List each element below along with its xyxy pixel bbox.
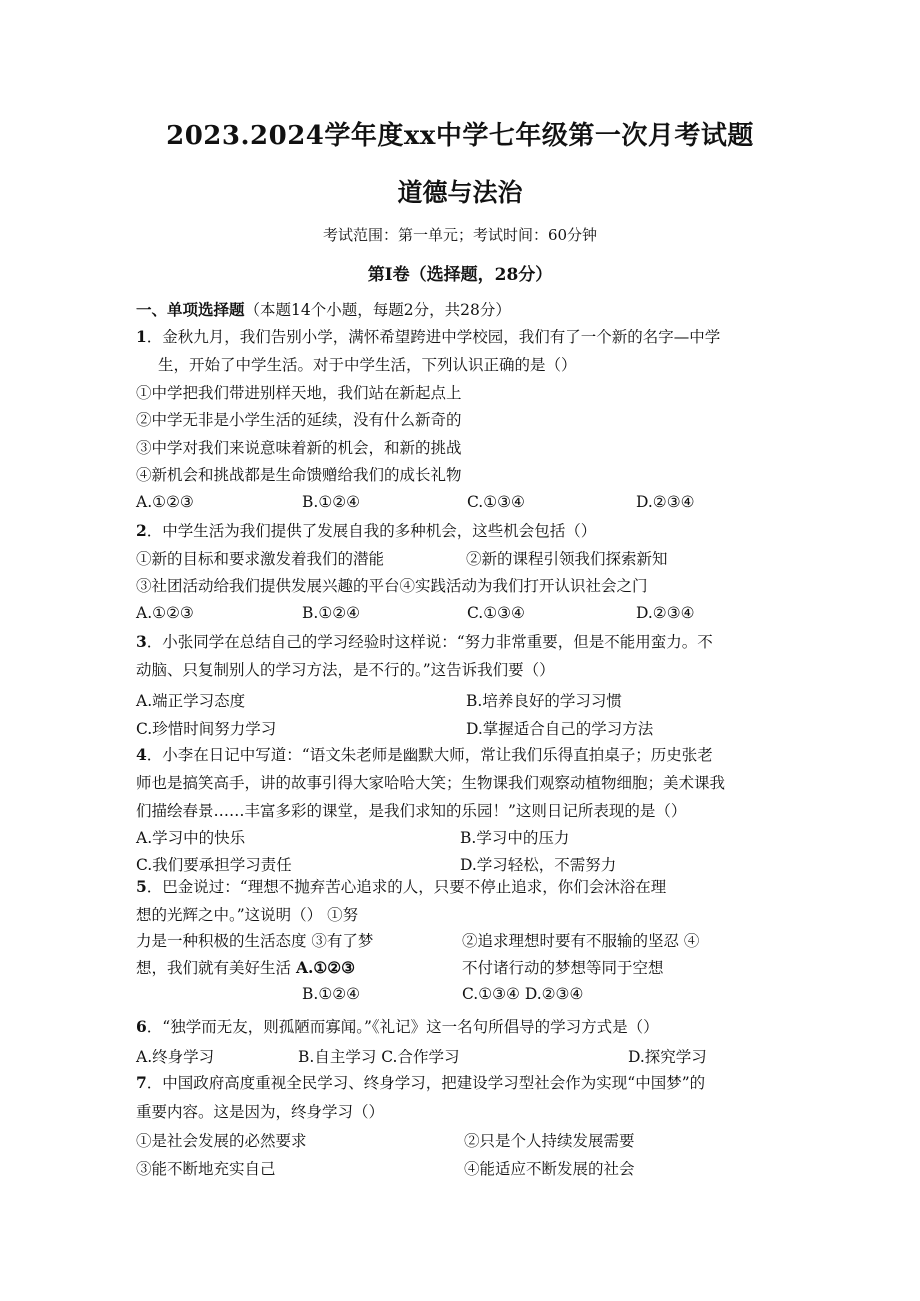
question-text: ．金秋九月，我们告别小学，满怀希望跨进中学校园，我们有了一个新的名字—中学 (146, 328, 721, 346)
subject-title: 道德与法治 (397, 178, 523, 207)
question-1-option-c: C.①③④ (467, 493, 525, 511)
question-number: 2 (136, 521, 147, 540)
question-4-option-c: C.我们要承担学习责任 (136, 856, 292, 874)
question-1-stem-cont: 生，开始了中学生活。对于中学生活，下列认识正确的是（） (158, 356, 577, 374)
question-1-option-b: B.①②④ (302, 493, 361, 511)
question-1-stem (136, 327, 720, 347)
question-text: ．中国政府高度重视全民学习、终身学习，把建设学习型社会作为实现“中国梦”的 (146, 1074, 706, 1092)
exam-title: 2023.2024学年度xx中学七年级第一次月考试题 (166, 121, 754, 151)
question-5-option-b: B.①②④ (302, 985, 361, 1003)
question-7-stem (136, 1073, 705, 1093)
question-4-stem-cont-1: 师也是搞笑高手，讲的故事引得大家哈哈大笑；生物课我们观察动植物细胞；美术课我 (136, 774, 726, 792)
question-7-item-2: ②只是个人持续发展需要 (464, 1132, 635, 1150)
question-5-left-2 (136, 958, 355, 978)
question-4-option-a: A.学习中的快乐 (136, 829, 246, 847)
question-4-stem (136, 745, 713, 765)
question-7-item-4: ④能适应不断发展的社会 (464, 1160, 635, 1178)
question-3-option-d: D.掌握适合自己的学习方法 (466, 720, 654, 738)
question-5-left-1: 力是一种积极的生活态度 ③有了梦 (136, 932, 374, 950)
question-1-item-3: ③中学对我们来说意味着新的机会，和新的挑战 (136, 439, 462, 457)
question-text: ．小李在日记中写道：“语文朱老师是幽默大师，常让我们乐得直拍桌子；历史张老 (146, 746, 713, 764)
question-6-option-d: D.探究学习 (628, 1048, 707, 1066)
part-heading: 第Ⅰ卷（选择题，28分） (367, 265, 553, 285)
question-2-option-c: C.①③④ (467, 604, 525, 622)
question-7-stem-cont: 重要内容。这是因为，终身学习（） (136, 1103, 385, 1121)
section-heading (136, 300, 511, 320)
question-7-item-1: ①是社会发展的必然要求 (136, 1132, 307, 1150)
question-text: ．巴金说过：“理想不抛弃苦心追求的人，只要不停止追求，你们会沐浴在理 (146, 878, 667, 896)
exam-meta: 考试范围：第一单元；考试时间：60分钟 (322, 226, 598, 244)
question-6-option-a: A.终身学习 (136, 1048, 215, 1066)
question-2-option-d: D.②③④ (636, 604, 695, 622)
question-1-option-d: D.②③④ (636, 493, 695, 511)
question-3-option-c: C.珍惜时间努力学习 (136, 720, 277, 738)
question-3-stem-cont: 动脑、只复制别人的学习方法，是不行的。”这告诉我们要（） (136, 661, 555, 679)
question-6-option-b-c: B.自主学习 C.合作学习 (298, 1048, 460, 1066)
question-1-item-4: ④新机会和挑战都是生命馈赠给我们的成长礼物 (136, 466, 462, 484)
question-4-option-b: B.学习中的压力 (460, 829, 570, 847)
question-4-option-d: D.学习轻松，不需努力 (460, 856, 617, 874)
question-2-option-a: A.①②③ (136, 604, 194, 622)
question-7-item-3: ③能不断地充实自己 (136, 1160, 276, 1178)
question-text: ．中学生活为我们提供了发展自我的多种机会，这些机会包括（） (146, 522, 597, 540)
question-3-option-a: A.端正学习态度 (136, 692, 246, 710)
question-1-option-a: A.①②③ (136, 493, 194, 511)
question-number: 5 (136, 877, 147, 896)
question-text: ．小张同学在总结自己的学习经验时这样说：“努力非常重要，但是不能用蛮力。不 (146, 633, 713, 651)
question-5-option-c-d: C.①③④ D.②③④ (462, 985, 584, 1003)
question-4-stem-cont-2: 们描绘春景……丰富多彩的课堂，是我们求知的乐园！”这则日记所表现的是（） (136, 802, 687, 820)
question-5-right-1: ②追求理想时要有不服输的坚忍 ④ (462, 932, 700, 950)
section-heading-note: （本题14个小题，每题2分，共28分） (244, 301, 511, 319)
section-heading-label: 一、单项选择题 (136, 300, 245, 319)
question-2-stem (136, 521, 596, 541)
question-2-item-3-4: ③社团活动给我们提供发展兴趣的平台④实践活动为我们打开认识社会之门 (136, 577, 648, 595)
question-number: 1 (136, 327, 147, 346)
question-number: 7 (136, 1073, 147, 1092)
question-6-stem (136, 1017, 659, 1037)
question-2-option-b: B.①②④ (302, 604, 361, 622)
question-text: ．“独学而无友，则孤陋而寡闻。”《礼记》这一名句所倡导的学习方式是（） (146, 1018, 659, 1036)
question-5-option-a: A.①②③ (295, 958, 356, 977)
question-1-item-1: ①中学把我们带进别样天地，我们站在新起点上 (136, 384, 462, 402)
question-number: 3 (136, 632, 147, 651)
question-5-stem-cont: 想的光辉之中。”这说明（） ①努 (136, 906, 359, 924)
question-2-item-1: ①新的目标和要求激发着我们的潜能 (136, 550, 385, 568)
question-text: 想，我们就有美好生活 (136, 959, 296, 977)
question-3-option-b: B.培养良好的学习习惯 (466, 692, 622, 710)
question-5-right-2: 不付诸行动的梦想等同于空想 (462, 959, 664, 977)
question-number: 4 (136, 745, 147, 764)
question-3-stem (136, 632, 713, 652)
question-number: 6 (136, 1017, 147, 1036)
question-1-item-2: ②中学无非是小学生活的延续，没有什么新奇的 (136, 411, 462, 429)
question-2-item-2: ②新的课程引领我们探索新知 (466, 550, 668, 568)
question-5-stem (136, 877, 666, 897)
